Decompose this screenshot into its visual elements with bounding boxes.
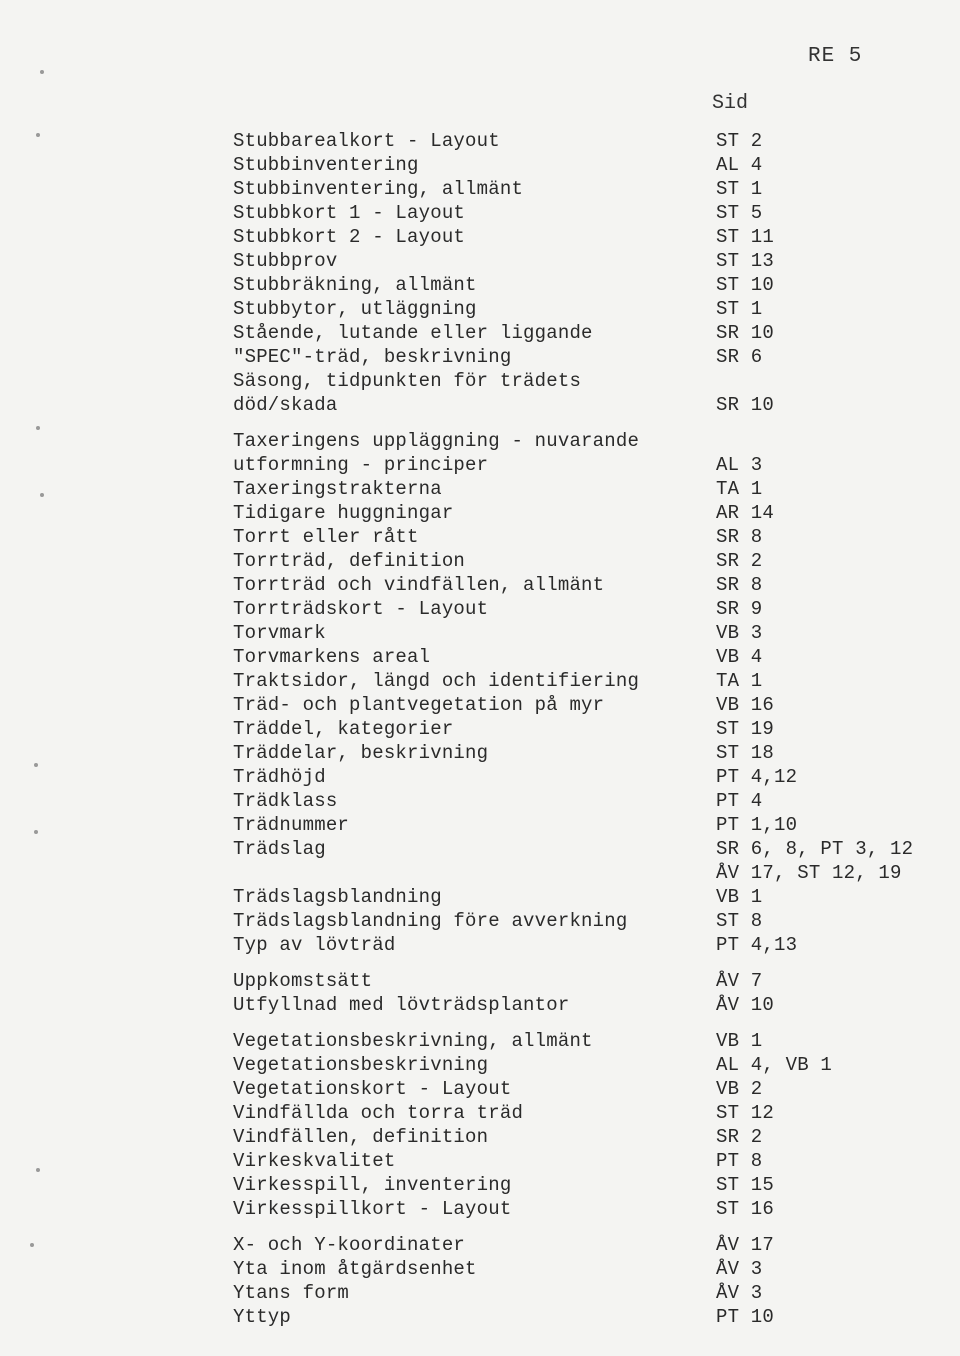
page-code: RE 5: [808, 45, 863, 68]
index-entry: [0, 154, 960, 178]
page-reference: TA 1: [716, 670, 763, 692]
index-entry: [0, 646, 960, 670]
index-term: Vegetationsbeskrivning, allmänt: [233, 1030, 593, 1052]
index-term: Virkesspillkort - Layout: [233, 1198, 512, 1220]
page-reference: ST 1: [716, 298, 763, 320]
page-reference: VB 3: [716, 622, 763, 644]
index-entry: [0, 1102, 960, 1126]
index-entry: [0, 1078, 960, 1102]
index-term: Säsong, tidpunkten för trädets: [233, 370, 582, 392]
index-entry: [0, 790, 960, 814]
index-term: Torrträd och vindfällen, allmänt: [233, 574, 605, 596]
scan-speck: [34, 830, 38, 834]
index-term: Torrt eller rått: [233, 526, 419, 548]
index-entry: [0, 202, 960, 226]
index-term: utformning - principer: [233, 454, 489, 476]
page-reference: AL 4: [716, 154, 763, 176]
index-entry: [0, 886, 960, 910]
index-term: Ytans form: [233, 1282, 350, 1304]
index-term: Typ av lövträd: [233, 934, 396, 956]
page-reference: AR 14: [716, 502, 775, 524]
scan-speck: [30, 1243, 34, 1247]
index-entry: [0, 250, 960, 274]
page-reference: TA 1: [716, 478, 763, 500]
index-entry: [0, 838, 960, 884]
index-entry: [0, 718, 960, 742]
index-entry: [0, 298, 960, 322]
page-reference: SR 10: [716, 394, 775, 416]
page-reference: ST 11: [716, 226, 775, 248]
index-entry: [0, 910, 960, 934]
index-term: Träddel, kategorier: [233, 718, 454, 740]
page-reference: SR 2: [716, 550, 763, 572]
index-term: Traktsidor, längd och identifiering: [233, 670, 640, 692]
index-entry: [0, 454, 960, 478]
page-reference: VB 2: [716, 1078, 763, 1100]
index-term: X- och Y-koordinater: [233, 1234, 466, 1256]
scan-speck: [36, 1168, 40, 1172]
page-reference: ST 15: [716, 1174, 775, 1196]
index-term: Taxeringens uppläggning - nuvarande: [233, 430, 640, 452]
page-reference: ST 10: [716, 274, 775, 296]
index-term: Trädklass: [233, 790, 338, 812]
page-reference: ST 2: [716, 130, 763, 152]
page-reference: ST 5: [716, 202, 763, 224]
index-term: "SPEC"-träd, beskrivning: [233, 346, 512, 368]
index-term: Stubbkort 1 - Layout: [233, 202, 466, 224]
page-reference: ST 19: [716, 718, 775, 740]
page-reference: SR 10: [716, 322, 775, 344]
page-reference: ST 1: [716, 178, 763, 200]
page-reference: SR 9: [716, 598, 763, 620]
index-term: Stubbkort 2 - Layout: [233, 226, 466, 248]
index-term: Torvmark: [233, 622, 326, 644]
index-entry: [0, 766, 960, 790]
page-column-header: Sid: [712, 92, 749, 115]
index-term: Torrträd, definition: [233, 550, 466, 572]
page-reference: SR 2: [716, 1126, 763, 1148]
index-term: Stubbarealkort - Layout: [233, 130, 500, 152]
page-reference: VB 1: [716, 1030, 763, 1052]
page-reference: PT 1,10: [716, 814, 798, 836]
index-term: Stubbinventering, allmänt: [233, 178, 524, 200]
index-term: Stubbytor, utläggning: [233, 298, 477, 320]
index-term: Vindfällda och torra träd: [233, 1102, 524, 1124]
index-term: Vindfällen, definition: [233, 1126, 489, 1148]
page-reference: ST 8: [716, 910, 763, 932]
index-term: Uppkomstsätt: [233, 970, 373, 992]
index-entry: [0, 598, 960, 622]
index-entry: [0, 1198, 960, 1222]
index-entry: [0, 130, 960, 154]
index-term: Torrträdskort - Layout: [233, 598, 489, 620]
index-entry: [0, 994, 960, 1018]
index-term: Trädhöjd: [233, 766, 326, 788]
scan-speck: [40, 70, 44, 74]
index-term: Yttyp: [233, 1306, 292, 1328]
index-entry: [0, 574, 960, 598]
index-term: Trädnummer: [233, 814, 350, 836]
index-term: Virkeskvalitet: [233, 1150, 396, 1172]
page-reference: PT 4,13: [716, 934, 798, 956]
index-entry: [0, 526, 960, 550]
index-term: Stubbprov: [233, 250, 338, 272]
page-reference: SR 6: [716, 346, 763, 368]
page-reference: SR 8: [716, 526, 763, 548]
index-entry: [0, 550, 960, 574]
index-term: död/skada: [233, 394, 338, 416]
index-entry: [0, 970, 960, 994]
scan-speck: [36, 133, 40, 137]
index-term: Taxeringstrakterna: [233, 478, 442, 500]
index-entry: [0, 814, 960, 838]
scan-speck: [34, 763, 38, 767]
index-term: Tidigare huggningar: [233, 502, 454, 524]
index-entry: [0, 394, 960, 418]
page-reference: ÅV 10: [716, 994, 775, 1016]
index-entry: [0, 370, 960, 394]
index-entry: [0, 226, 960, 250]
page-reference: PT 10: [716, 1306, 775, 1328]
page-reference: PT 8: [716, 1150, 763, 1172]
index-entry: [0, 478, 960, 502]
page-reference: ÅV 3: [716, 1258, 763, 1280]
index-entry: [0, 430, 960, 454]
index-term: Yta inom åtgärdsenhet: [233, 1258, 477, 1280]
page-reference: PT 4,12: [716, 766, 798, 788]
page-reference: SR 8: [716, 574, 763, 596]
index-entry: [0, 178, 960, 202]
index-entry: [0, 670, 960, 694]
page-reference: VB 1: [716, 886, 763, 908]
index-term: Träd- och plantvegetation på myr: [233, 694, 605, 716]
index-entry: [0, 742, 960, 766]
page-reference: PT 4: [716, 790, 763, 812]
page-reference: ÅV 17: [716, 1234, 775, 1256]
index-term: Vegetationskort - Layout: [233, 1078, 512, 1100]
index-entry: [0, 1282, 960, 1306]
page-reference: SR 6, 8, PT 3, 12: [716, 838, 914, 860]
index-term: Virkesspill, inventering: [233, 1174, 512, 1196]
page-reference-continued: ÅV 17, ST 12, 19: [716, 862, 902, 884]
page-reference: ST 18: [716, 742, 775, 764]
page-reference: ST 12: [716, 1102, 775, 1124]
index-entry: [0, 622, 960, 646]
index-term: Utfyllnad med lövträdsplantor: [233, 994, 570, 1016]
index-term: Trädslag: [233, 838, 326, 860]
index-term: Träddelar, beskrivning: [233, 742, 489, 764]
scan-speck: [40, 493, 44, 497]
index-entry: [0, 1174, 960, 1198]
index-term: Stubbräkning, allmänt: [233, 274, 477, 296]
page-reference: VB 16: [716, 694, 775, 716]
page-reference: ÅV 7: [716, 970, 763, 992]
index-entry: [0, 346, 960, 370]
index-entry: [0, 274, 960, 298]
scan-speck: [36, 426, 40, 430]
index-entry: [0, 694, 960, 718]
index-term: Torvmarkens areal: [233, 646, 431, 668]
index-term: Stubbinventering: [233, 154, 419, 176]
index-entry: [0, 1030, 960, 1054]
index-entry: [0, 1150, 960, 1174]
index-term: Trädslagsblandning före avverkning: [233, 910, 628, 932]
page-reference: AL 3: [716, 454, 763, 476]
index-entry: [0, 1258, 960, 1282]
index-term: Trädslagsblandning: [233, 886, 442, 908]
index-entry: [0, 1126, 960, 1150]
page-reference: ST 16: [716, 1198, 775, 1220]
index-entry: [0, 1306, 960, 1330]
index-term: Vegetationsbeskrivning: [233, 1054, 489, 1076]
page-reference: ST 13: [716, 250, 775, 272]
index-entry: [0, 1234, 960, 1258]
page-reference: VB 4: [716, 646, 763, 668]
index-entry: [0, 1054, 960, 1078]
page-reference: AL 4, VB 1: [716, 1054, 833, 1076]
index-entry: [0, 934, 960, 958]
index-term: Stående, lutande eller liggande: [233, 322, 593, 344]
index-entry: [0, 502, 960, 526]
page-reference: ÅV 3: [716, 1282, 763, 1304]
index-entry: [0, 322, 960, 346]
